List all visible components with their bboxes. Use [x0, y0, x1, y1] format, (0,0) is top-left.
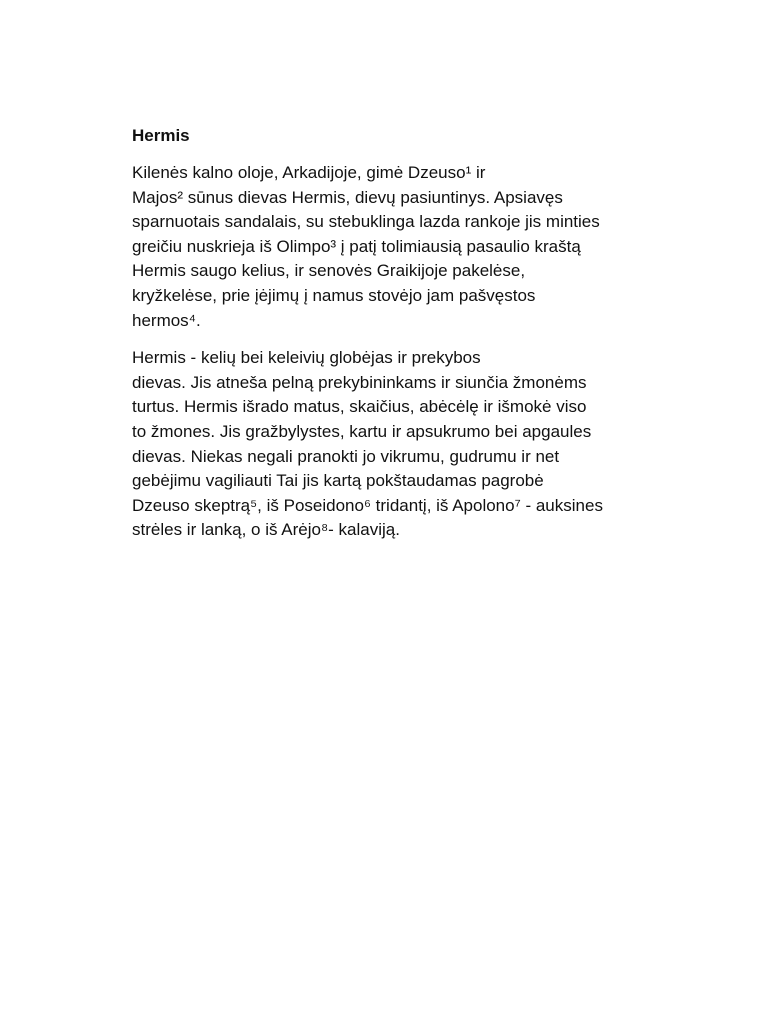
paragraph-line: dievas. Niekas negali pranokti jo vikrumu, gudrumu ir net	[132, 446, 560, 466]
paragraph-line: hermos⁴.	[132, 310, 201, 330]
document-title: Hermis	[132, 126, 190, 145]
paragraph-line: dievas. Jis atneša pelną prekybininkams ir siunčia žmonėms	[132, 372, 587, 392]
paragraph-line: Hermis saugo kelius, ir senovės Graikijoje pakelėse,	[132, 261, 526, 281]
paragraph-line: sparnuotais sandalais, su stebuklinga lazda rankoje jis minties	[132, 212, 600, 232]
paragraph-line: strėles ir lanką, o iš Arėjo⁸- kalaviją.	[132, 520, 400, 540]
paragraph-line: turtus. Hermis išrado matus, skaičius, abėcėlę ir išmokė viso	[132, 397, 587, 417]
paragraph-line: gebėjimu vagiliauti Tai jis kartą pokštaudamas pagrobė	[132, 471, 544, 491]
document-body	[132, 124, 638, 556]
paragraph-line: Dzeuso skeptrą⁵, iš Poseidono⁶ tridantį, iš Apolono⁷ - auksines	[132, 495, 603, 515]
paragraph-line: to žmones. Jis gražbylystes, kartu ir apsukrumo bei apgaules	[132, 421, 592, 441]
paragraph-line: Hermis - kelių bei keleivių globėjas ir prekybos	[132, 348, 481, 368]
paragraph-line: kryžkelėse, prie įėjimų į namus stovėjo jam pašvęstos	[132, 285, 536, 305]
paragraph-1	[132, 161, 638, 333]
paragraph-2	[132, 346, 638, 543]
paragraph-line: Majos² sūnus dievas Hermis, dievų pasiuntinys. Apsiavęs	[132, 187, 563, 207]
paragraph-line: greičiu nuskrieja iš Olimpo³ į patį tolimiausią pasaulio kraštą	[132, 236, 581, 256]
paragraph-line: Kilenės kalno oloje, Arkadijoje, gimė Dzeuso¹ ir	[132, 163, 486, 182]
